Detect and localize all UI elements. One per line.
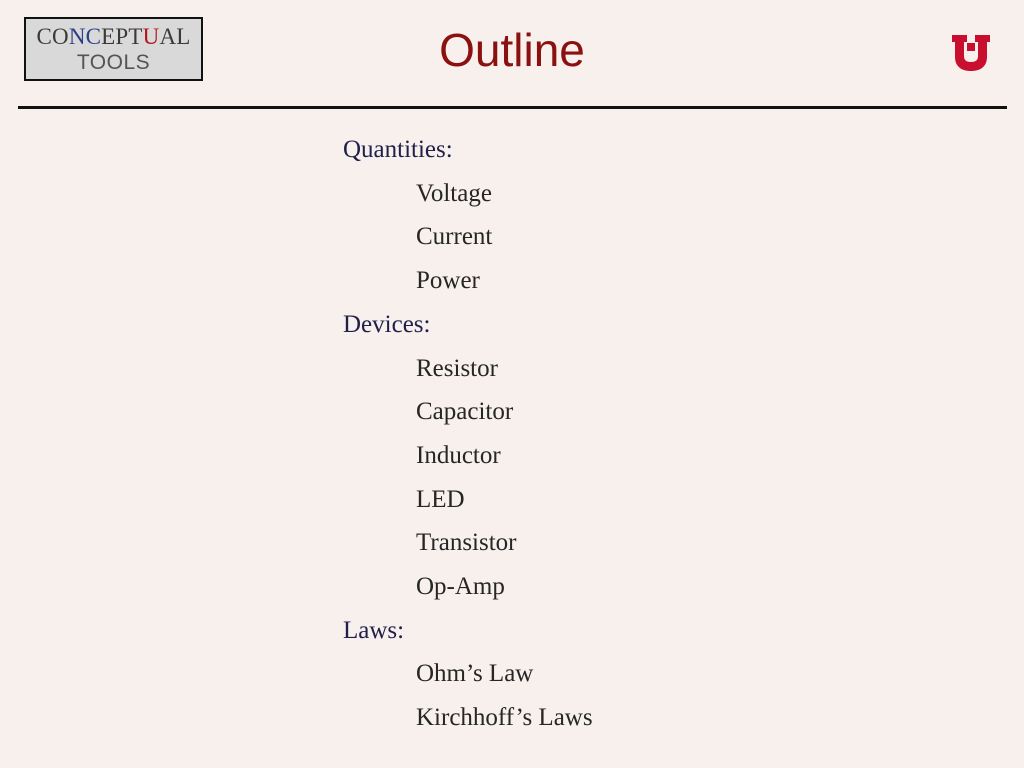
badge-title-part: NC [68,24,102,49]
list-item: Inductor [416,441,501,469]
list-item: Kirchhoff’s Laws [416,704,593,732]
list-item: Resistor [416,354,498,382]
outline-list [343,128,593,740]
university-u-logo-icon [952,35,990,71]
list-item: Power [416,267,480,295]
section-heading: Devices: [343,310,431,338]
list-item: Transistor [416,529,517,557]
badge-subtitle: TOOLS [76,51,151,74]
header-divider [18,106,1007,109]
outline-section-devices [343,303,593,609]
list-item: Voltage [416,179,492,207]
devices-list [343,347,593,609]
badge-title-part: U [142,24,160,49]
list-item: Op-Amp [416,573,505,601]
outline-section-quantities [343,128,593,303]
list-item: Ohm’s Law [416,660,534,688]
laws-list [343,652,593,739]
quantities-list [343,172,593,303]
list-item: LED [416,485,465,513]
section-heading: Laws: [343,616,405,644]
outline-section-laws [343,609,593,740]
list-item: Current [416,223,493,251]
badge-title-part: AL [159,24,191,49]
section-heading: Quantities: [343,136,453,163]
badge-title-part: EPT [101,24,143,49]
list-item: Capacitor [416,398,514,426]
badge-title-part: CO [36,24,69,49]
slide-title: Outline [439,24,585,76]
